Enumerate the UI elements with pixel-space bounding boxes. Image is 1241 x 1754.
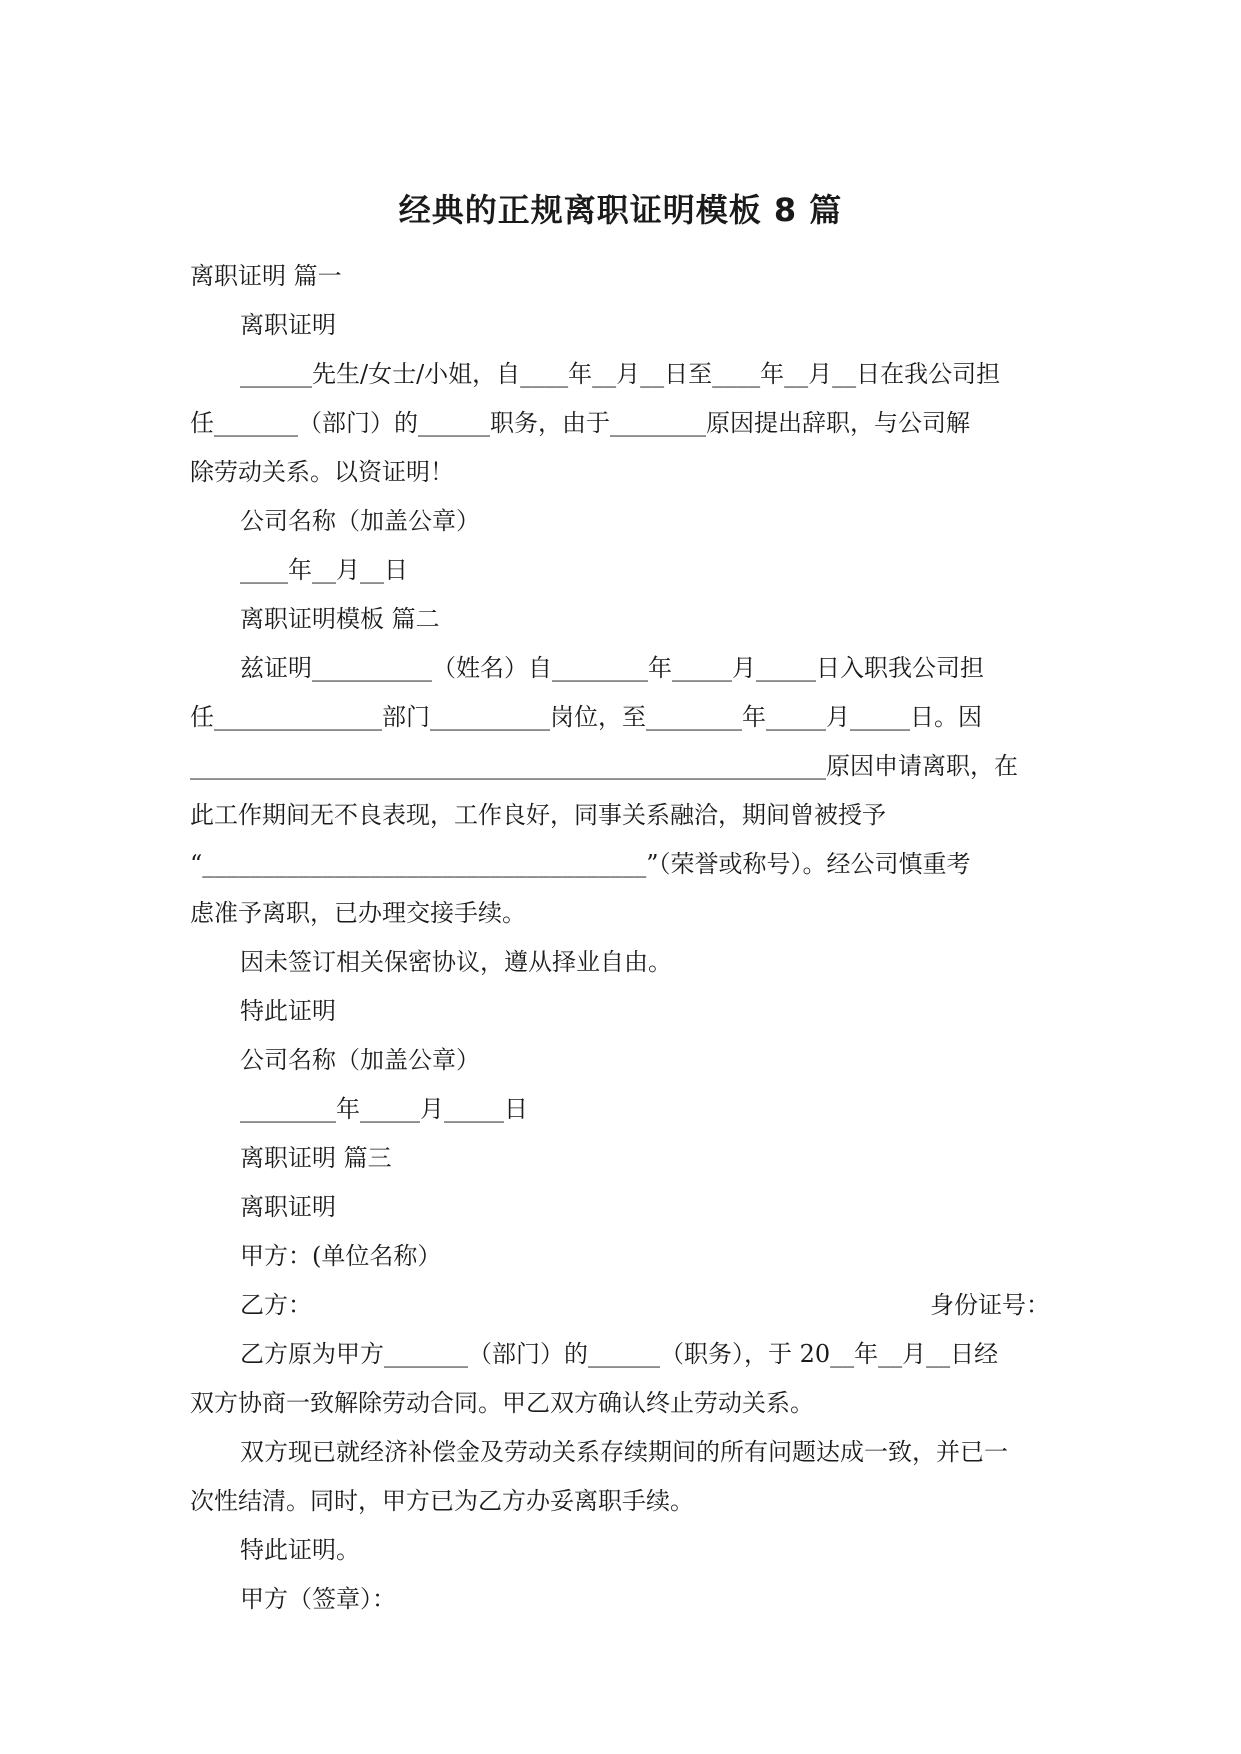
- paragraph-line: 任_______（部门）的______职务，由于________原因提出辞职，与公司解: [190, 409, 970, 437]
- paragraph-line: 任______________部门__________岗位，至________年_____月_____日。因: [190, 703, 982, 731]
- paragraph-line: 因未签订相关保密协议，遵从择业自由。: [240, 948, 672, 976]
- certificate-title: 离职证明: [240, 311, 336, 339]
- section-heading-2: 离职证明模板 篇二: [240, 605, 440, 633]
- date-line: ____年__月__日: [240, 556, 408, 584]
- paragraph-line: 除劳动关系。以资证明！: [190, 458, 454, 486]
- date-line: ________年_____月_____日: [240, 1095, 528, 1123]
- paragraph-line: 双方协商一致解除劳动合同。甲乙双方确认终止劳动关系。: [190, 1389, 814, 1417]
- paragraph-line: 双方现已就经济补偿金及劳动关系存续期间的所有问题达成一致，并已一: [240, 1438, 1008, 1466]
- document-body: [190, 252, 1054, 1624]
- certificate-title: 离职证明: [240, 1193, 336, 1221]
- paragraph-line: _____________________________________________________原因申请离职，在: [190, 752, 1018, 780]
- paragraph-line: 乙方原为甲方_______（部门）的______（职务），于 20__年__月__日经: [240, 1340, 999, 1368]
- paragraph-line: ______先生/女士/小姐，自____年__月__日至____年__月__日在我公司担: [240, 360, 1001, 388]
- signature-line: 甲方（签章）：: [240, 1585, 396, 1613]
- id-number-label: 身份证号：: [930, 1291, 1050, 1319]
- paragraph-line: 次性结清。同时，甲方已为乙方办妥离职手续。: [190, 1487, 694, 1515]
- document-title: 经典的正规离职证明模板 8 篇: [398, 191, 843, 229]
- closing-line: 特此证明: [240, 997, 336, 1025]
- company-name-line: 公司名称（加盖公章）: [240, 507, 480, 535]
- paragraph-line: 此工作期间无不良表现，工作良好，同事关系融洽，期间曾被授予: [190, 801, 886, 829]
- paragraph-line: 兹证明__________（姓名）自________年_____月_____日入职我公司担: [240, 654, 984, 682]
- company-name-line: 公司名称（加盖公章）: [240, 1046, 480, 1074]
- section-heading-1: 离职证明 篇一: [190, 262, 342, 290]
- closing-line: 特此证明。: [240, 1536, 360, 1564]
- paragraph-line: “_____________________________________”（荣誉或称号）。经公司慎重考: [190, 850, 971, 878]
- paragraph-line: 虑准予离职，已办理交接手续。: [190, 899, 526, 927]
- party-b-line: [190, 1281, 1054, 1330]
- section-heading-3: 离职证明 篇三: [240, 1144, 392, 1172]
- party-a-line: 甲方：(单位名称）: [240, 1242, 442, 1270]
- party-b-label: 乙方：: [240, 1291, 312, 1319]
